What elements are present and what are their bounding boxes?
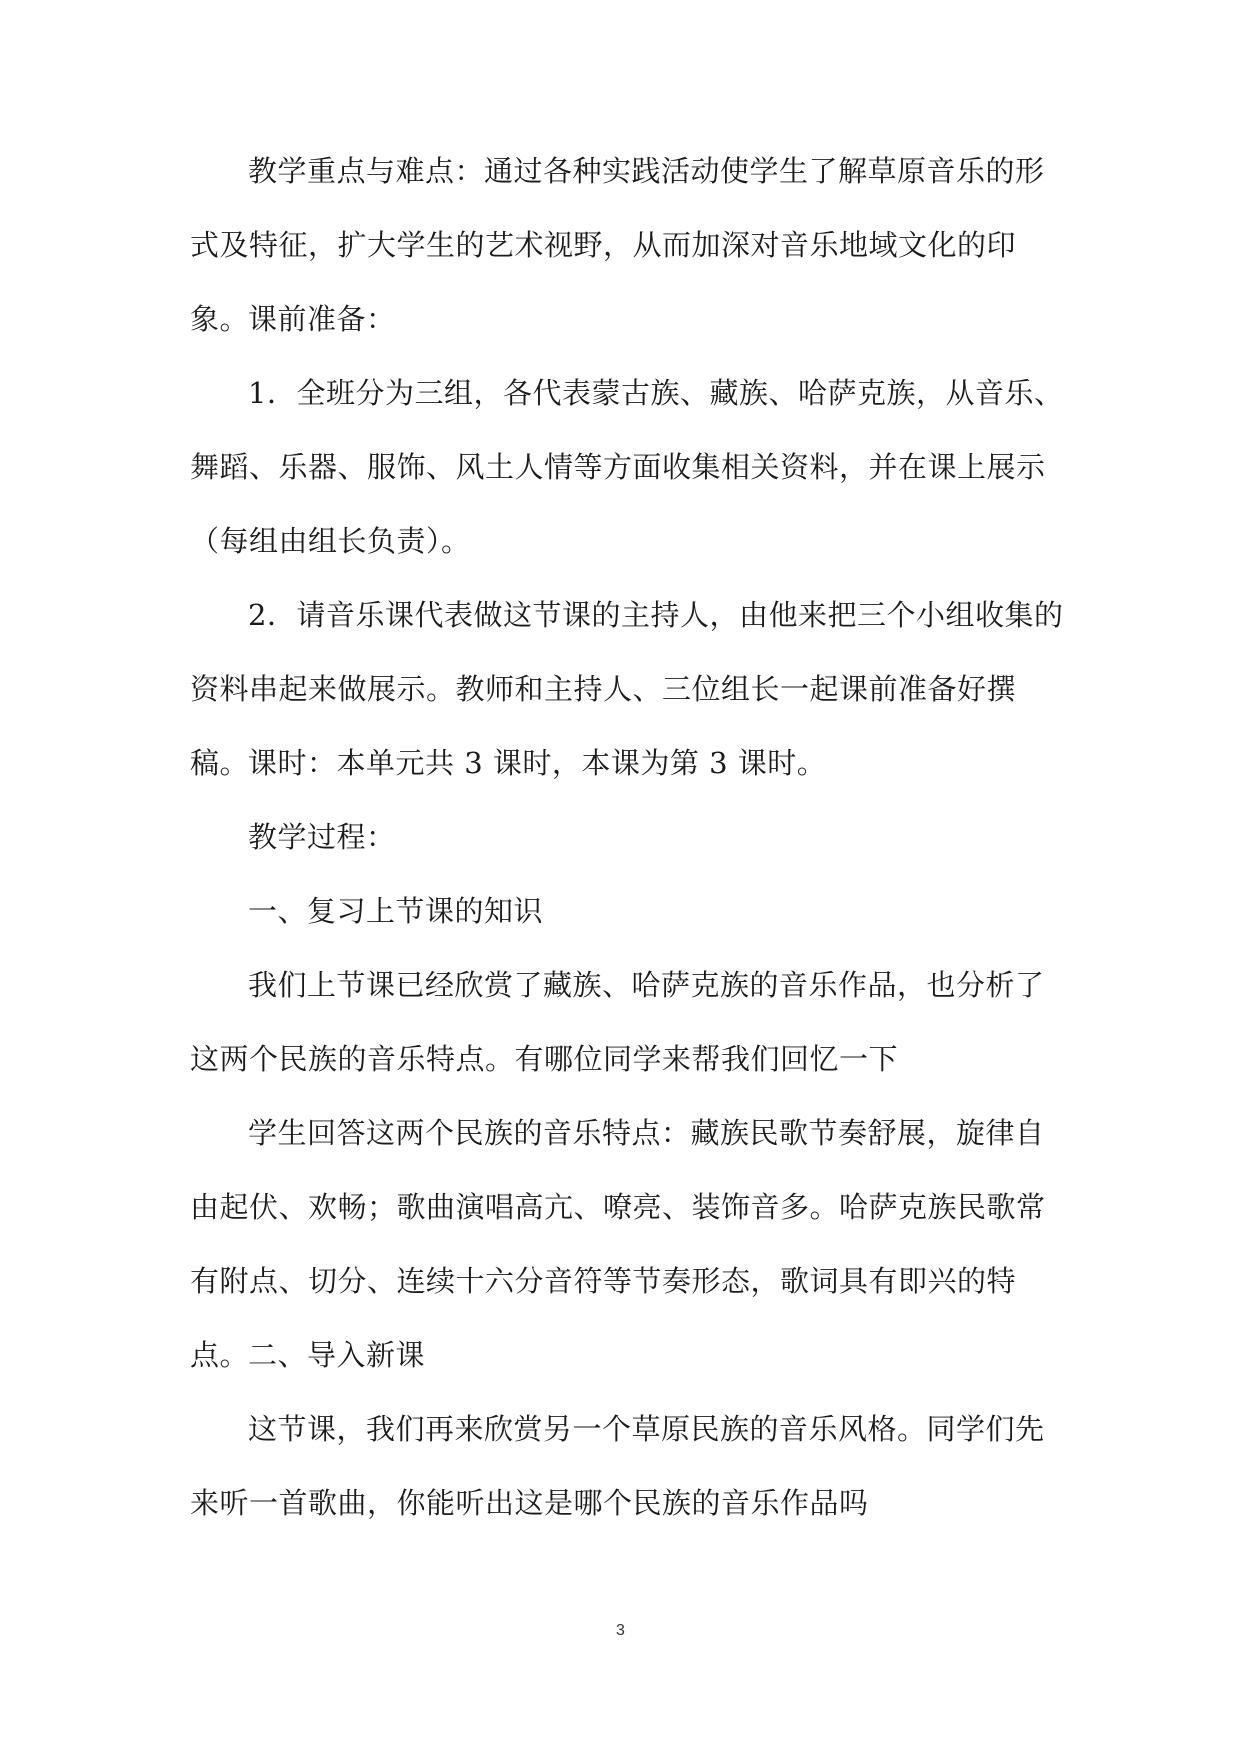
paragraph-key-points: 教学重点与难点：通过各种实践活动使学生了解草原音乐的形式及特征，扩大学生的艺术视野，从而加深对音乐地域文化的印象。 <box>190 154 1045 336</box>
paragraph-preparation-item-2: 2．请音乐课代表做这节课的主持人，由他来把三个小组收集的资料串起来做展示。教师和主持人、三位组长一起课前准备好撰稿。 <box>190 598 1064 780</box>
paragraph-preparation-heading: 课前准备： <box>248 302 396 336</box>
paragraph-class-hours: 课时：本单元共 3 课时，本课为第 3 课时。 <box>248 746 827 780</box>
paragraph-preparation-item-1: 1．全班分为三组，各代表蒙古族、藏族、哈萨克族，从音乐、舞蹈、乐器、服饰、风土人情等方面收集相关资料，并在课上展示（每组由组长负责）。 <box>190 376 1064 558</box>
page-number: 3 <box>616 1622 625 1639</box>
paragraph-teaching-process-heading: 教学过程： <box>248 820 396 854</box>
paragraph-new-lesson-intro: 这节课，我们再来欣赏另一个草原民族的音乐风格。同学们先来听一首歌曲，你能听出这是哪个民族的音乐作品吗 <box>190 1412 1045 1520</box>
paragraph-section-review: 一、复习上节课的知识 <box>248 894 544 928</box>
paragraph-student-answer: 学生回答这两个民族的音乐特点：藏族民歌节奏舒展，旋律自由起伏、欢畅；歌曲演唱高亢、嘹亮、装饰音多。哈萨克族民歌常有附点、切分、连续十六分音符等节奏形态，歌词具有即兴的特点。 <box>190 1116 1046 1372</box>
paragraph-review-question: 我们上节课已经欣赏了藏族、哈萨克族的音乐作品，也分析了这两个民族的音乐特点。有哪位同学来帮我们回忆一下 <box>190 968 1045 1076</box>
paragraph-section-new-lesson: 二、导入新课 <box>248 1338 426 1372</box>
